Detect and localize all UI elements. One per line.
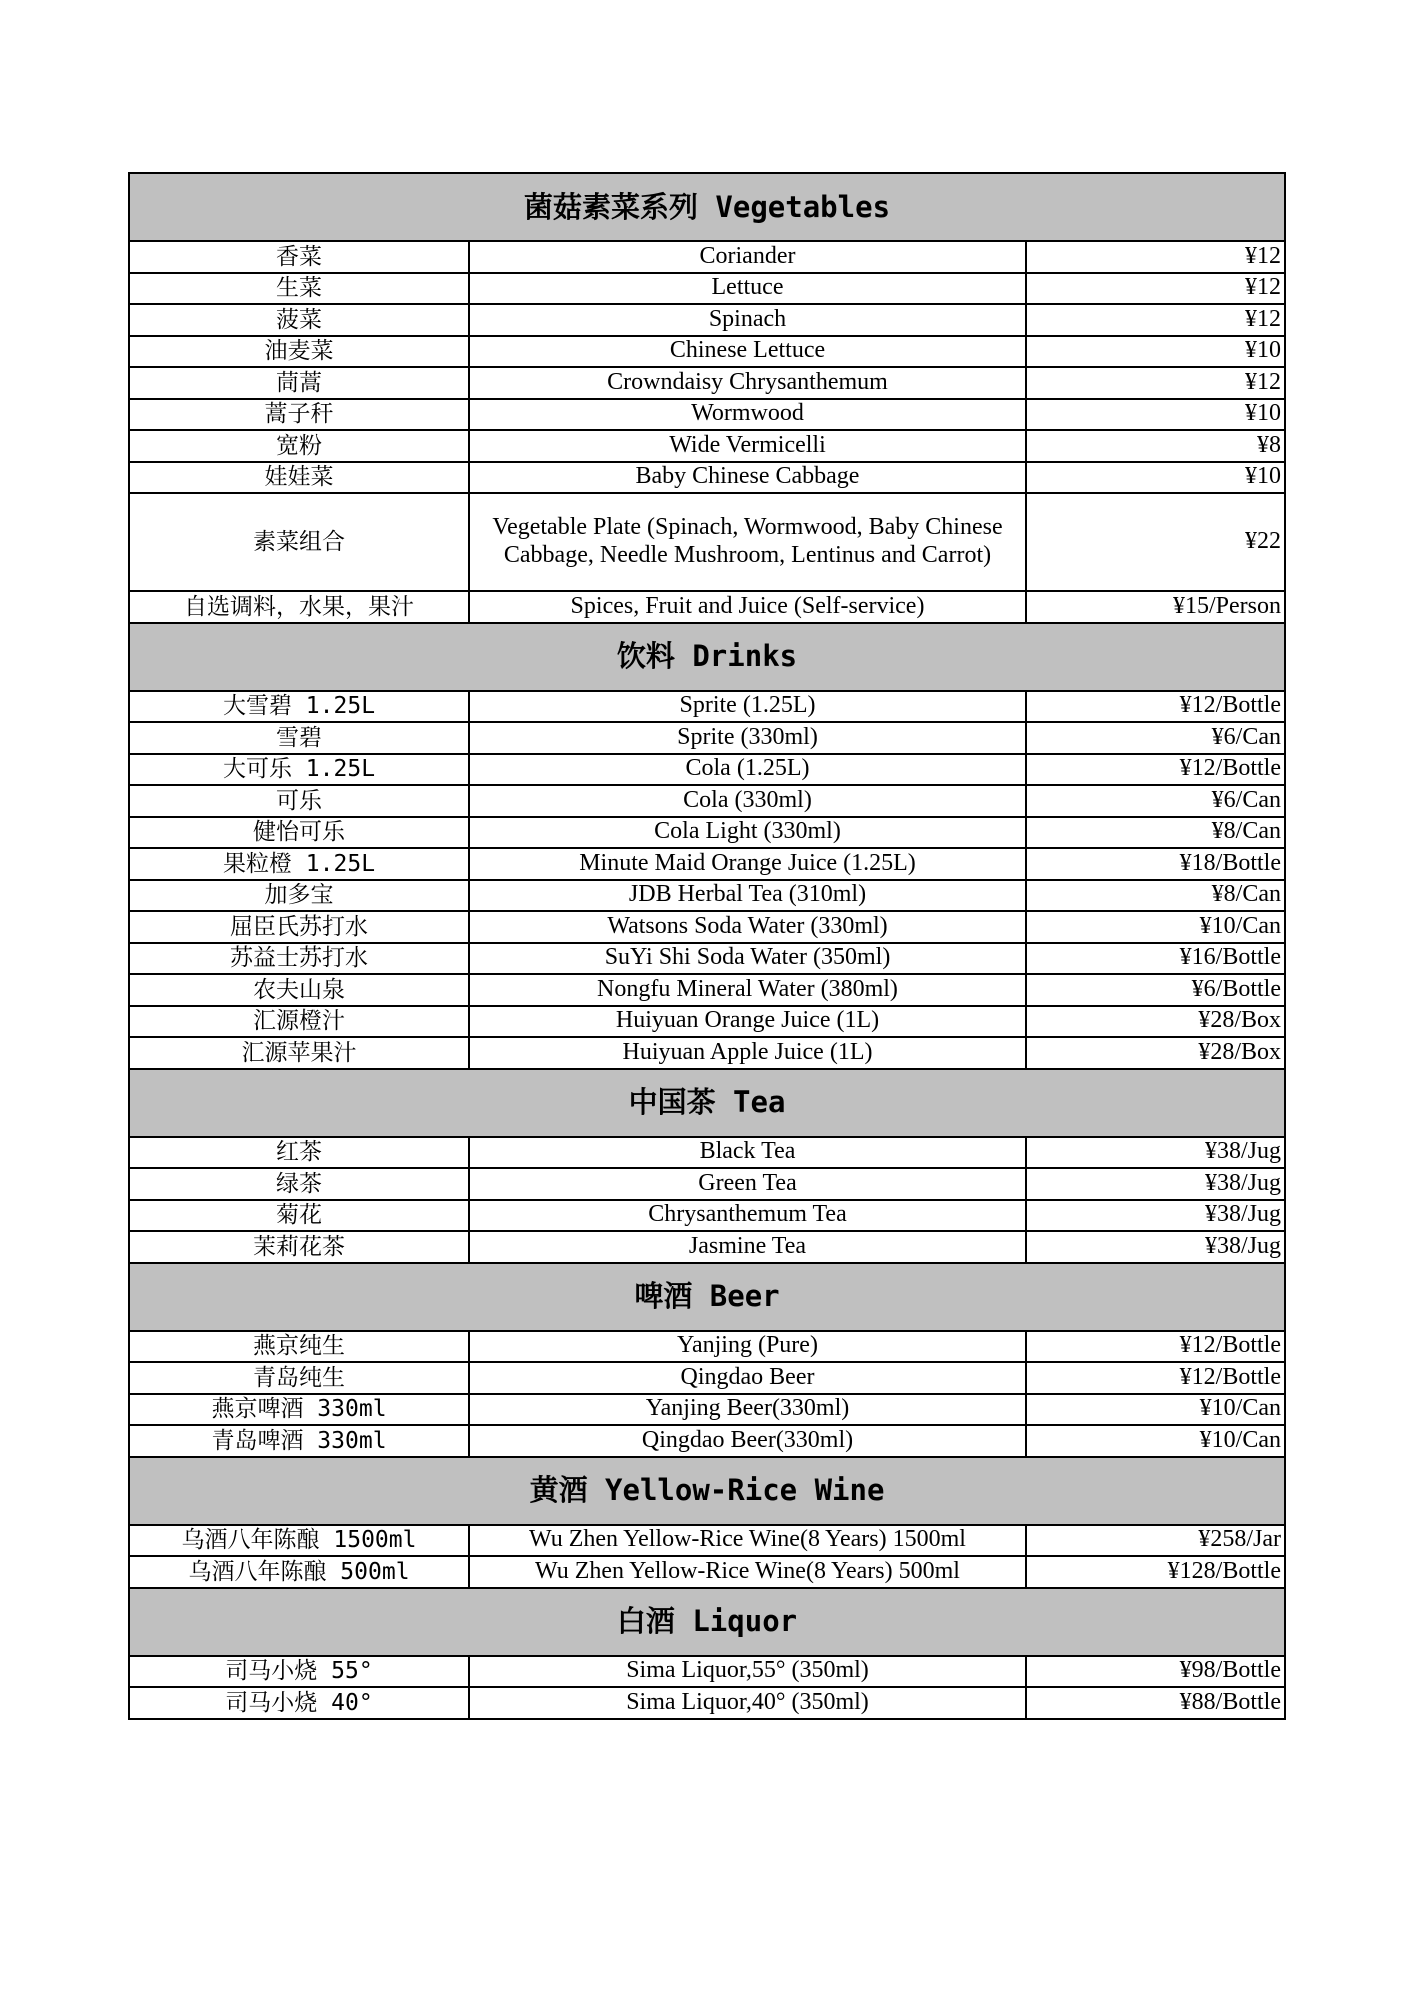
item-price: ¥8 xyxy=(1026,430,1285,462)
item-price: ¥12/Bottle xyxy=(1026,691,1285,723)
item-name-chinese: 茼蒿 xyxy=(129,367,469,399)
menu-item-row xyxy=(129,785,1285,817)
item-name-english: Yanjing (Pure) xyxy=(469,1331,1026,1363)
section-header-row xyxy=(129,1069,1285,1137)
item-price: ¥12 xyxy=(1026,241,1285,273)
menu-item-row xyxy=(129,880,1285,912)
section-title: 白酒 Liquor xyxy=(129,1588,1285,1656)
item-price: ¥18/Bottle xyxy=(1026,848,1285,880)
item-name-chinese: 绿茶 xyxy=(129,1168,469,1200)
item-name-chinese: 自选调料，水果，果汁 xyxy=(129,591,469,623)
item-name-english: Coriander xyxy=(469,241,1026,273)
item-price: ¥12 xyxy=(1026,273,1285,305)
item-name-chinese: 司马小烧 40° xyxy=(129,1687,469,1719)
menu-item-row xyxy=(129,848,1285,880)
menu-item-row xyxy=(129,817,1285,849)
item-price: ¥8/Can xyxy=(1026,817,1285,849)
item-name-english: Qingdao Beer(330ml) xyxy=(469,1425,1026,1457)
item-name-chinese: 加多宝 xyxy=(129,880,469,912)
item-price: ¥28/Box xyxy=(1026,1006,1285,1038)
menu-item-row xyxy=(129,241,1285,273)
item-price: ¥28/Box xyxy=(1026,1037,1285,1069)
menu-item-row xyxy=(129,691,1285,723)
item-name-chinese: 燕京啤酒 330ml xyxy=(129,1394,469,1426)
item-name-chinese: 雪碧 xyxy=(129,722,469,754)
menu-item-row xyxy=(129,1525,1285,1557)
item-price: ¥6/Can xyxy=(1026,722,1285,754)
item-price: ¥38/Jug xyxy=(1026,1168,1285,1200)
item-name-chinese: 宽粉 xyxy=(129,430,469,462)
item-name-english: Cola (1.25L) xyxy=(469,754,1026,786)
item-name-chinese: 可乐 xyxy=(129,785,469,817)
item-price: ¥6/Bottle xyxy=(1026,974,1285,1006)
item-price: ¥15/Person xyxy=(1026,591,1285,623)
menu-item-row xyxy=(129,430,1285,462)
section-header-row xyxy=(129,1457,1285,1525)
menu-item-row xyxy=(129,1137,1285,1169)
item-name-chinese: 蒿子秆 xyxy=(129,399,469,431)
item-name-english: Cola (330ml) xyxy=(469,785,1026,817)
item-name-english: Lettuce xyxy=(469,273,1026,305)
item-name-english: Spinach xyxy=(469,304,1026,336)
item-name-english: Spices, Fruit and Juice (Self-service) xyxy=(469,591,1026,623)
item-price: ¥10/Can xyxy=(1026,1425,1285,1457)
menu-item-row xyxy=(129,462,1285,494)
item-price: ¥8/Can xyxy=(1026,880,1285,912)
item-name-chinese: 菊花 xyxy=(129,1200,469,1232)
item-name-chinese: 苏益士苏打水 xyxy=(129,943,469,975)
section-title: 黄酒 Yellow-Rice Wine xyxy=(129,1457,1285,1525)
item-price: ¥10/Can xyxy=(1026,1394,1285,1426)
item-price: ¥22 xyxy=(1026,493,1285,591)
section-header-row xyxy=(129,1588,1285,1656)
item-name-chinese: 青岛纯生 xyxy=(129,1362,469,1394)
item-price: ¥88/Bottle xyxy=(1026,1687,1285,1719)
item-name-english: Vegetable Plate (Spinach, Wormwood, Baby Chinese Cabbage, Needle Mushroom, Lentinus and Carrot) xyxy=(469,493,1026,591)
item-name-chinese: 乌酒八年陈酿 1500ml xyxy=(129,1525,469,1557)
item-name-chinese: 娃娃菜 xyxy=(129,462,469,494)
item-name-english: Sprite (1.25L) xyxy=(469,691,1026,723)
item-price: ¥10 xyxy=(1026,399,1285,431)
menu-table xyxy=(128,172,1286,1720)
item-name-chinese: 大雪碧 1.25L xyxy=(129,691,469,723)
item-price: ¥128/Bottle xyxy=(1026,1556,1285,1588)
menu-item-row xyxy=(129,1394,1285,1426)
item-name-chinese: 茉莉花茶 xyxy=(129,1231,469,1263)
item-name-english: Huiyuan Apple Juice (1L) xyxy=(469,1037,1026,1069)
item-price: ¥12/Bottle xyxy=(1026,1362,1285,1394)
section-title: 啤酒 Beer xyxy=(129,1263,1285,1331)
item-name-english: SuYi Shi Soda Water (350ml) xyxy=(469,943,1026,975)
item-price: ¥98/Bottle xyxy=(1026,1656,1285,1688)
menu-item-row xyxy=(129,754,1285,786)
item-name-english: Yanjing Beer(330ml) xyxy=(469,1394,1026,1426)
item-name-english: JDB Herbal Tea (310ml) xyxy=(469,880,1026,912)
item-name-english: Wide Vermicelli xyxy=(469,430,1026,462)
menu-item-row xyxy=(129,943,1285,975)
item-name-chinese: 香菜 xyxy=(129,241,469,273)
item-name-english: Green Tea xyxy=(469,1168,1026,1200)
item-price: ¥38/Jug xyxy=(1026,1231,1285,1263)
item-name-chinese: 屈臣氏苏打水 xyxy=(129,911,469,943)
menu-item-row xyxy=(129,1362,1285,1394)
item-name-chinese: 燕京纯生 xyxy=(129,1331,469,1363)
item-name-chinese: 汇源苹果汁 xyxy=(129,1037,469,1069)
section-header-row xyxy=(129,623,1285,691)
item-name-chinese: 农夫山泉 xyxy=(129,974,469,1006)
menu-item-row xyxy=(129,1556,1285,1588)
item-name-english: Qingdao Beer xyxy=(469,1362,1026,1394)
item-name-english: Sprite (330ml) xyxy=(469,722,1026,754)
item-name-chinese: 司马小烧 55° xyxy=(129,1656,469,1688)
menu-item-row xyxy=(129,1168,1285,1200)
item-name-english: Wu Zhen Yellow-Rice Wine(8 Years) 1500ml xyxy=(469,1525,1026,1557)
item-name-english: Nongfu Mineral Water (380ml) xyxy=(469,974,1026,1006)
item-name-english: Baby Chinese Cabbage xyxy=(469,462,1026,494)
item-name-chinese: 健怡可乐 xyxy=(129,817,469,849)
item-name-chinese: 青岛啤酒 330ml xyxy=(129,1425,469,1457)
section-header-row xyxy=(129,1263,1285,1331)
menu-item-row xyxy=(129,1006,1285,1038)
item-name-english: Minute Maid Orange Juice (1.25L) xyxy=(469,848,1026,880)
item-name-chinese: 大可乐 1.25L xyxy=(129,754,469,786)
menu-item-row xyxy=(129,722,1285,754)
item-price: ¥12 xyxy=(1026,367,1285,399)
item-name-chinese: 乌酒八年陈酿 500ml xyxy=(129,1556,469,1588)
menu-item-row xyxy=(129,1425,1285,1457)
item-name-chinese: 素菜组合 xyxy=(129,493,469,591)
item-price: ¥258/Jar xyxy=(1026,1525,1285,1557)
item-name-english: Wu Zhen Yellow-Rice Wine(8 Years) 500ml xyxy=(469,1556,1026,1588)
menu-item-row xyxy=(129,591,1285,623)
menu-item-row xyxy=(129,1331,1285,1363)
item-name-english: Jasmine Tea xyxy=(469,1231,1026,1263)
item-name-english: Black Tea xyxy=(469,1137,1026,1169)
item-price: ¥12 xyxy=(1026,304,1285,336)
item-name-chinese: 果粒橙 1.25L xyxy=(129,848,469,880)
item-name-english: Sima Liquor,40° (350ml) xyxy=(469,1687,1026,1719)
item-name-english: Cola Light (330ml) xyxy=(469,817,1026,849)
menu-item-row xyxy=(129,1231,1285,1263)
item-price: ¥12/Bottle xyxy=(1026,754,1285,786)
menu-item-row xyxy=(129,974,1285,1006)
menu-item-row xyxy=(129,399,1285,431)
item-price: ¥10 xyxy=(1026,462,1285,494)
menu-item-row xyxy=(129,1656,1285,1688)
menu-item-row xyxy=(129,273,1285,305)
item-name-english: Huiyuan Orange Juice (1L) xyxy=(469,1006,1026,1038)
item-name-english: Crowndaisy Chrysanthemum xyxy=(469,367,1026,399)
item-price: ¥38/Jug xyxy=(1026,1200,1285,1232)
item-price: ¥6/Can xyxy=(1026,785,1285,817)
section-header-row xyxy=(129,173,1285,241)
menu-item-row xyxy=(129,1200,1285,1232)
item-name-english: Watsons Soda Water (330ml) xyxy=(469,911,1026,943)
section-title: 菌菇素菜系列 Vegetables xyxy=(129,173,1285,241)
item-name-chinese: 汇源橙汁 xyxy=(129,1006,469,1038)
menu-body xyxy=(129,173,1285,1719)
menu-item-row xyxy=(129,304,1285,336)
menu-item-row xyxy=(129,1037,1285,1069)
item-name-english: Wormwood xyxy=(469,399,1026,431)
menu-item-row xyxy=(129,336,1285,368)
item-name-chinese: 菠菜 xyxy=(129,304,469,336)
item-price: ¥16/Bottle xyxy=(1026,943,1285,975)
menu-item-row xyxy=(129,493,1285,591)
menu-item-row xyxy=(129,1687,1285,1719)
item-price: ¥10/Can xyxy=(1026,911,1285,943)
item-price: ¥38/Jug xyxy=(1026,1137,1285,1169)
item-price: ¥10 xyxy=(1026,336,1285,368)
item-name-english: Chrysanthemum Tea xyxy=(469,1200,1026,1232)
section-title: 中国茶 Tea xyxy=(129,1069,1285,1137)
item-name-chinese: 生菜 xyxy=(129,273,469,305)
section-title: 饮料 Drinks xyxy=(129,623,1285,691)
item-name-english: Chinese Lettuce xyxy=(469,336,1026,368)
menu-item-row xyxy=(129,367,1285,399)
item-name-chinese: 油麦菜 xyxy=(129,336,469,368)
item-price: ¥12/Bottle xyxy=(1026,1331,1285,1363)
item-name-chinese: 红茶 xyxy=(129,1137,469,1169)
menu-item-row xyxy=(129,911,1285,943)
item-name-english: Sima Liquor,55° (350ml) xyxy=(469,1656,1026,1688)
